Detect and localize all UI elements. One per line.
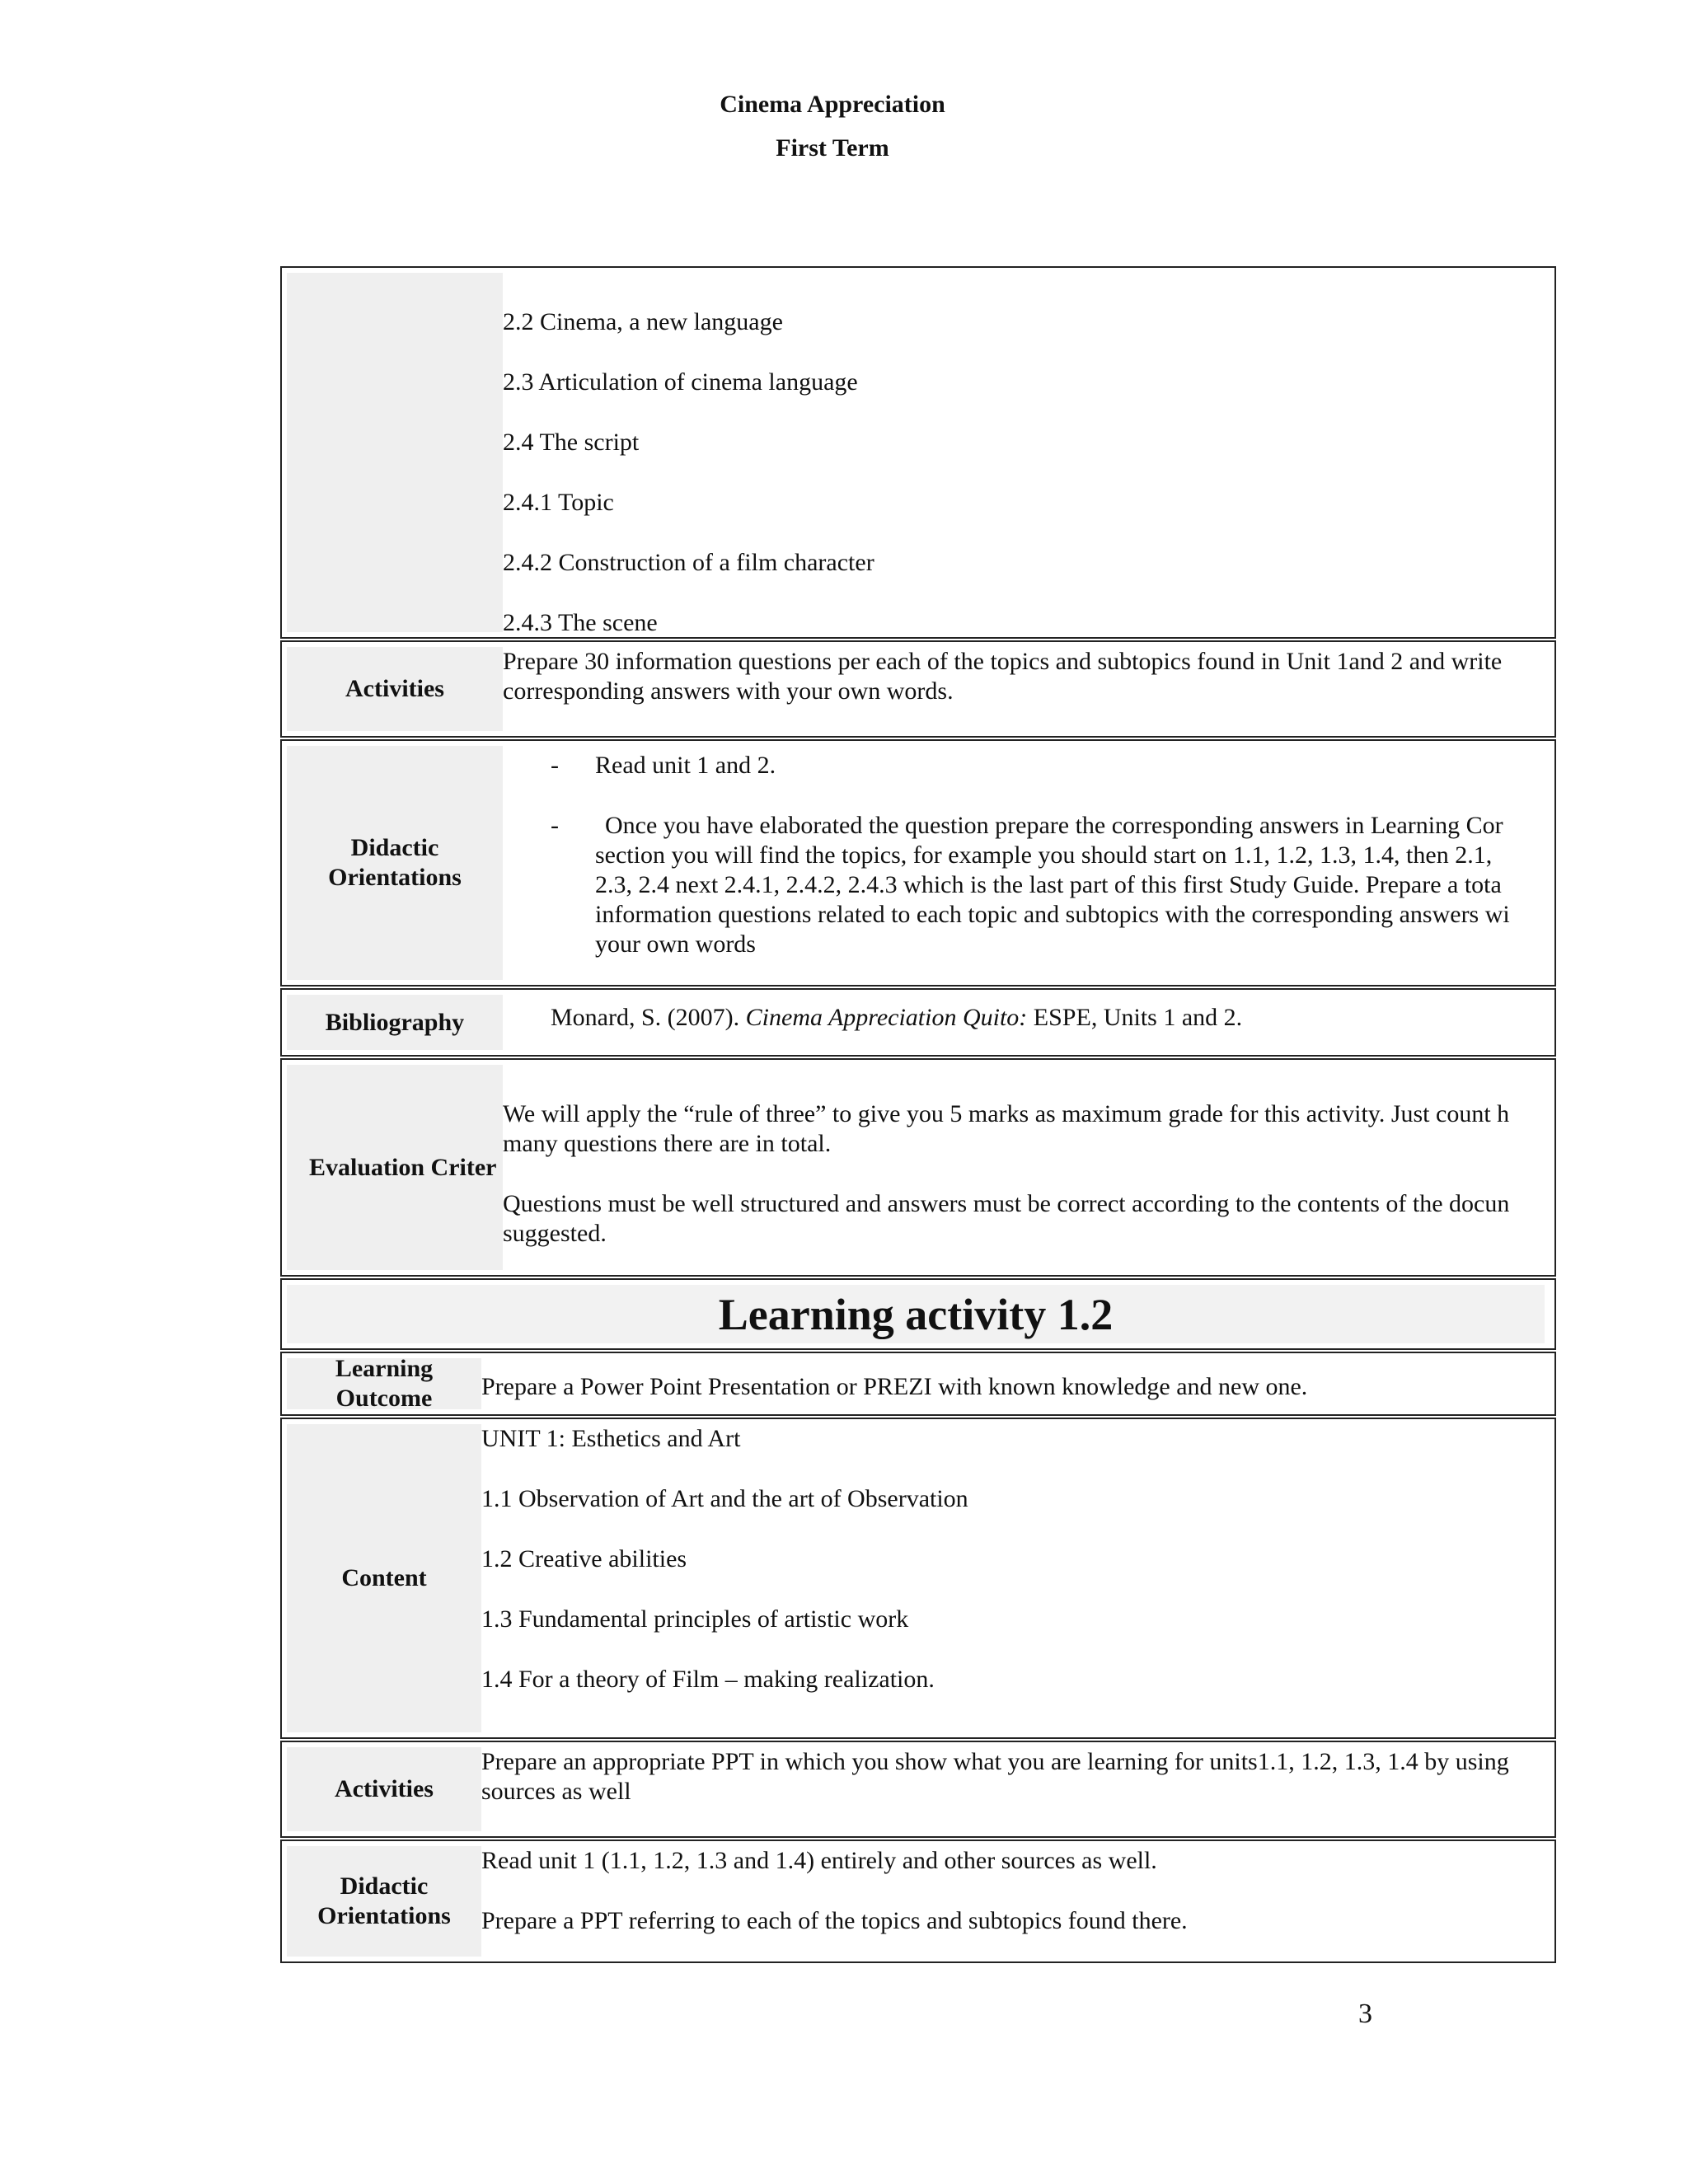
content-line: 2.4.2 Construction of a film character: [503, 549, 874, 576]
didactic-item: Read unit 1 and 2.: [595, 752, 776, 779]
content-cell: [503, 273, 1551, 632]
didactic-label: [287, 746, 503, 980]
activities-label: Activities: [287, 647, 503, 731]
content-label-cell: [287, 273, 503, 632]
activity-title-cell: [287, 1285, 1545, 1343]
content-line: 1.1 Observation of Art and the art of Observation: [481, 1485, 968, 1512]
evaluation-line: suggested.: [503, 1220, 607, 1247]
learning-outcome-row: [280, 1352, 1556, 1416]
bibliography-cell: [503, 995, 1551, 1050]
content-line: 2.3 Articulation of cinema language: [503, 368, 858, 396]
learning-outcome-label: [287, 1358, 481, 1409]
bibliography-entry: [551, 1003, 1242, 1033]
evaluation-line: many questions there are in total.: [503, 1130, 832, 1157]
didactic-label-line: Didactic: [340, 1872, 429, 1900]
activities-line: corresponding answers with your own words.: [503, 677, 954, 705]
didactic-row: [280, 739, 1556, 987]
evaluation-label: Evaluation Criter: [287, 1065, 503, 1270]
evaluation-line: Questions must be well structured and answers must be correct according to the contents of the docun: [503, 1190, 1510, 1217]
didactic-cell-2: [481, 1846, 1551, 1957]
evaluation-line: We will apply the “rule of three” to give you 5 marks as maximum grade for this activity. Just count h: [503, 1100, 1510, 1127]
content-line: 2.2 Cinema, a new language: [503, 308, 783, 335]
activities-row: [280, 640, 1556, 738]
didactic-item-line: Once you have elaborated the question prepare the corresponding answers in Learning Cor: [605, 812, 1503, 839]
content-row: [280, 266, 1556, 639]
learning-outcome-text: Prepare a Power Point Presentation or PREZI with known knowledge and new one.: [481, 1373, 1308, 1400]
bibliography-author: Monard, S. (2007).: [551, 1004, 746, 1031]
learning-outcome-label-line: Learning: [335, 1358, 434, 1382]
term-title: First Term: [776, 134, 889, 162]
content-row-2: [280, 1418, 1556, 1739]
learning-outcome-cell: [481, 1358, 1551, 1409]
content-cell-2: [481, 1424, 1551, 1732]
didactic-item-line: 2.3, 2.4 next 2.4.1, 2.4.2, 2.4.3 which is the last part of this first Study Guide. Prepare a tota: [595, 871, 1502, 898]
didactic-label-line: Didactic: [350, 834, 439, 861]
didactic-item-line: section you will find the topics, for example you should start on 1.1, 1.2, 1.3, 1.4, then 2.1,: [595, 841, 1493, 869]
content-line: 1.2 Creative abilities: [481, 1545, 687, 1572]
didactic-label-line: Orientations: [328, 864, 462, 891]
learning-outcome-label-line: Outcome: [335, 1385, 433, 1409]
didactic-line: Prepare a PPT referring to each of the topics and subtopics found there.: [481, 1907, 1188, 1934]
bibliography-label: Bibliography: [287, 995, 503, 1050]
bullet-dash: -: [551, 812, 559, 839]
didactic-row-2: [280, 1840, 1556, 1963]
activities-cell: [503, 647, 1551, 731]
didactic-line: Read unit 1 (1.1, 1.2, 1.3 and 1.4) entirely and other sources as well.: [481, 1847, 1157, 1874]
content-line: 2.4.1 Topic: [503, 489, 614, 516]
bibliography-row: [280, 988, 1556, 1057]
didactic-cell: [503, 746, 1551, 980]
activities-line: Prepare an appropriate PPT in which you show what you are learning for units1.1, 1.2, 1.3, 1.4 by using: [481, 1748, 1509, 1775]
content-line: 1.3 Fundamental principles of artistic work: [481, 1605, 909, 1633]
didactic-item-line: your own words: [595, 930, 756, 958]
content-line: UNIT 1: Esthetics and Art: [481, 1425, 741, 1452]
evaluation-cell: [503, 1065, 1551, 1270]
activities-line: Prepare 30 information questions per each of the topics and subtopics found in Unit 1and 2 and write: [503, 648, 1503, 675]
content-line: 2.4 The script: [503, 429, 640, 456]
activities-line: sources as well: [481, 1778, 631, 1805]
bibliography-publisher: ESPE, Units 1 and 2.: [1027, 1004, 1243, 1031]
bibliography-title: Cinema Appreciation Quito:: [745, 1004, 1028, 1031]
didactic-item-line: information questions related to each topic and subtopics with the corresponding answers wi: [595, 901, 1510, 928]
page-number: 3: [1358, 1999, 1372, 2029]
activity-title-row: [280, 1278, 1556, 1350]
activities-cell-2: [481, 1747, 1551, 1831]
content-line: 1.4 For a theory of Film – making realization.: [481, 1666, 935, 1693]
didactic-label-2: [287, 1846, 481, 1957]
activities-label-2: Activities: [287, 1747, 481, 1831]
activities-row-2: [280, 1741, 1556, 1838]
bullet-dash: -: [551, 752, 559, 779]
didactic-label-line: Orientations: [317, 1902, 451, 1929]
content-label: Content: [287, 1424, 481, 1732]
course-title: Cinema Appreciation: [720, 91, 945, 118]
content-line: 2.4.3 The scene: [503, 609, 658, 632]
evaluation-row: [280, 1058, 1556, 1277]
activity-title: Learning activity 1.2: [718, 1289, 1114, 1339]
